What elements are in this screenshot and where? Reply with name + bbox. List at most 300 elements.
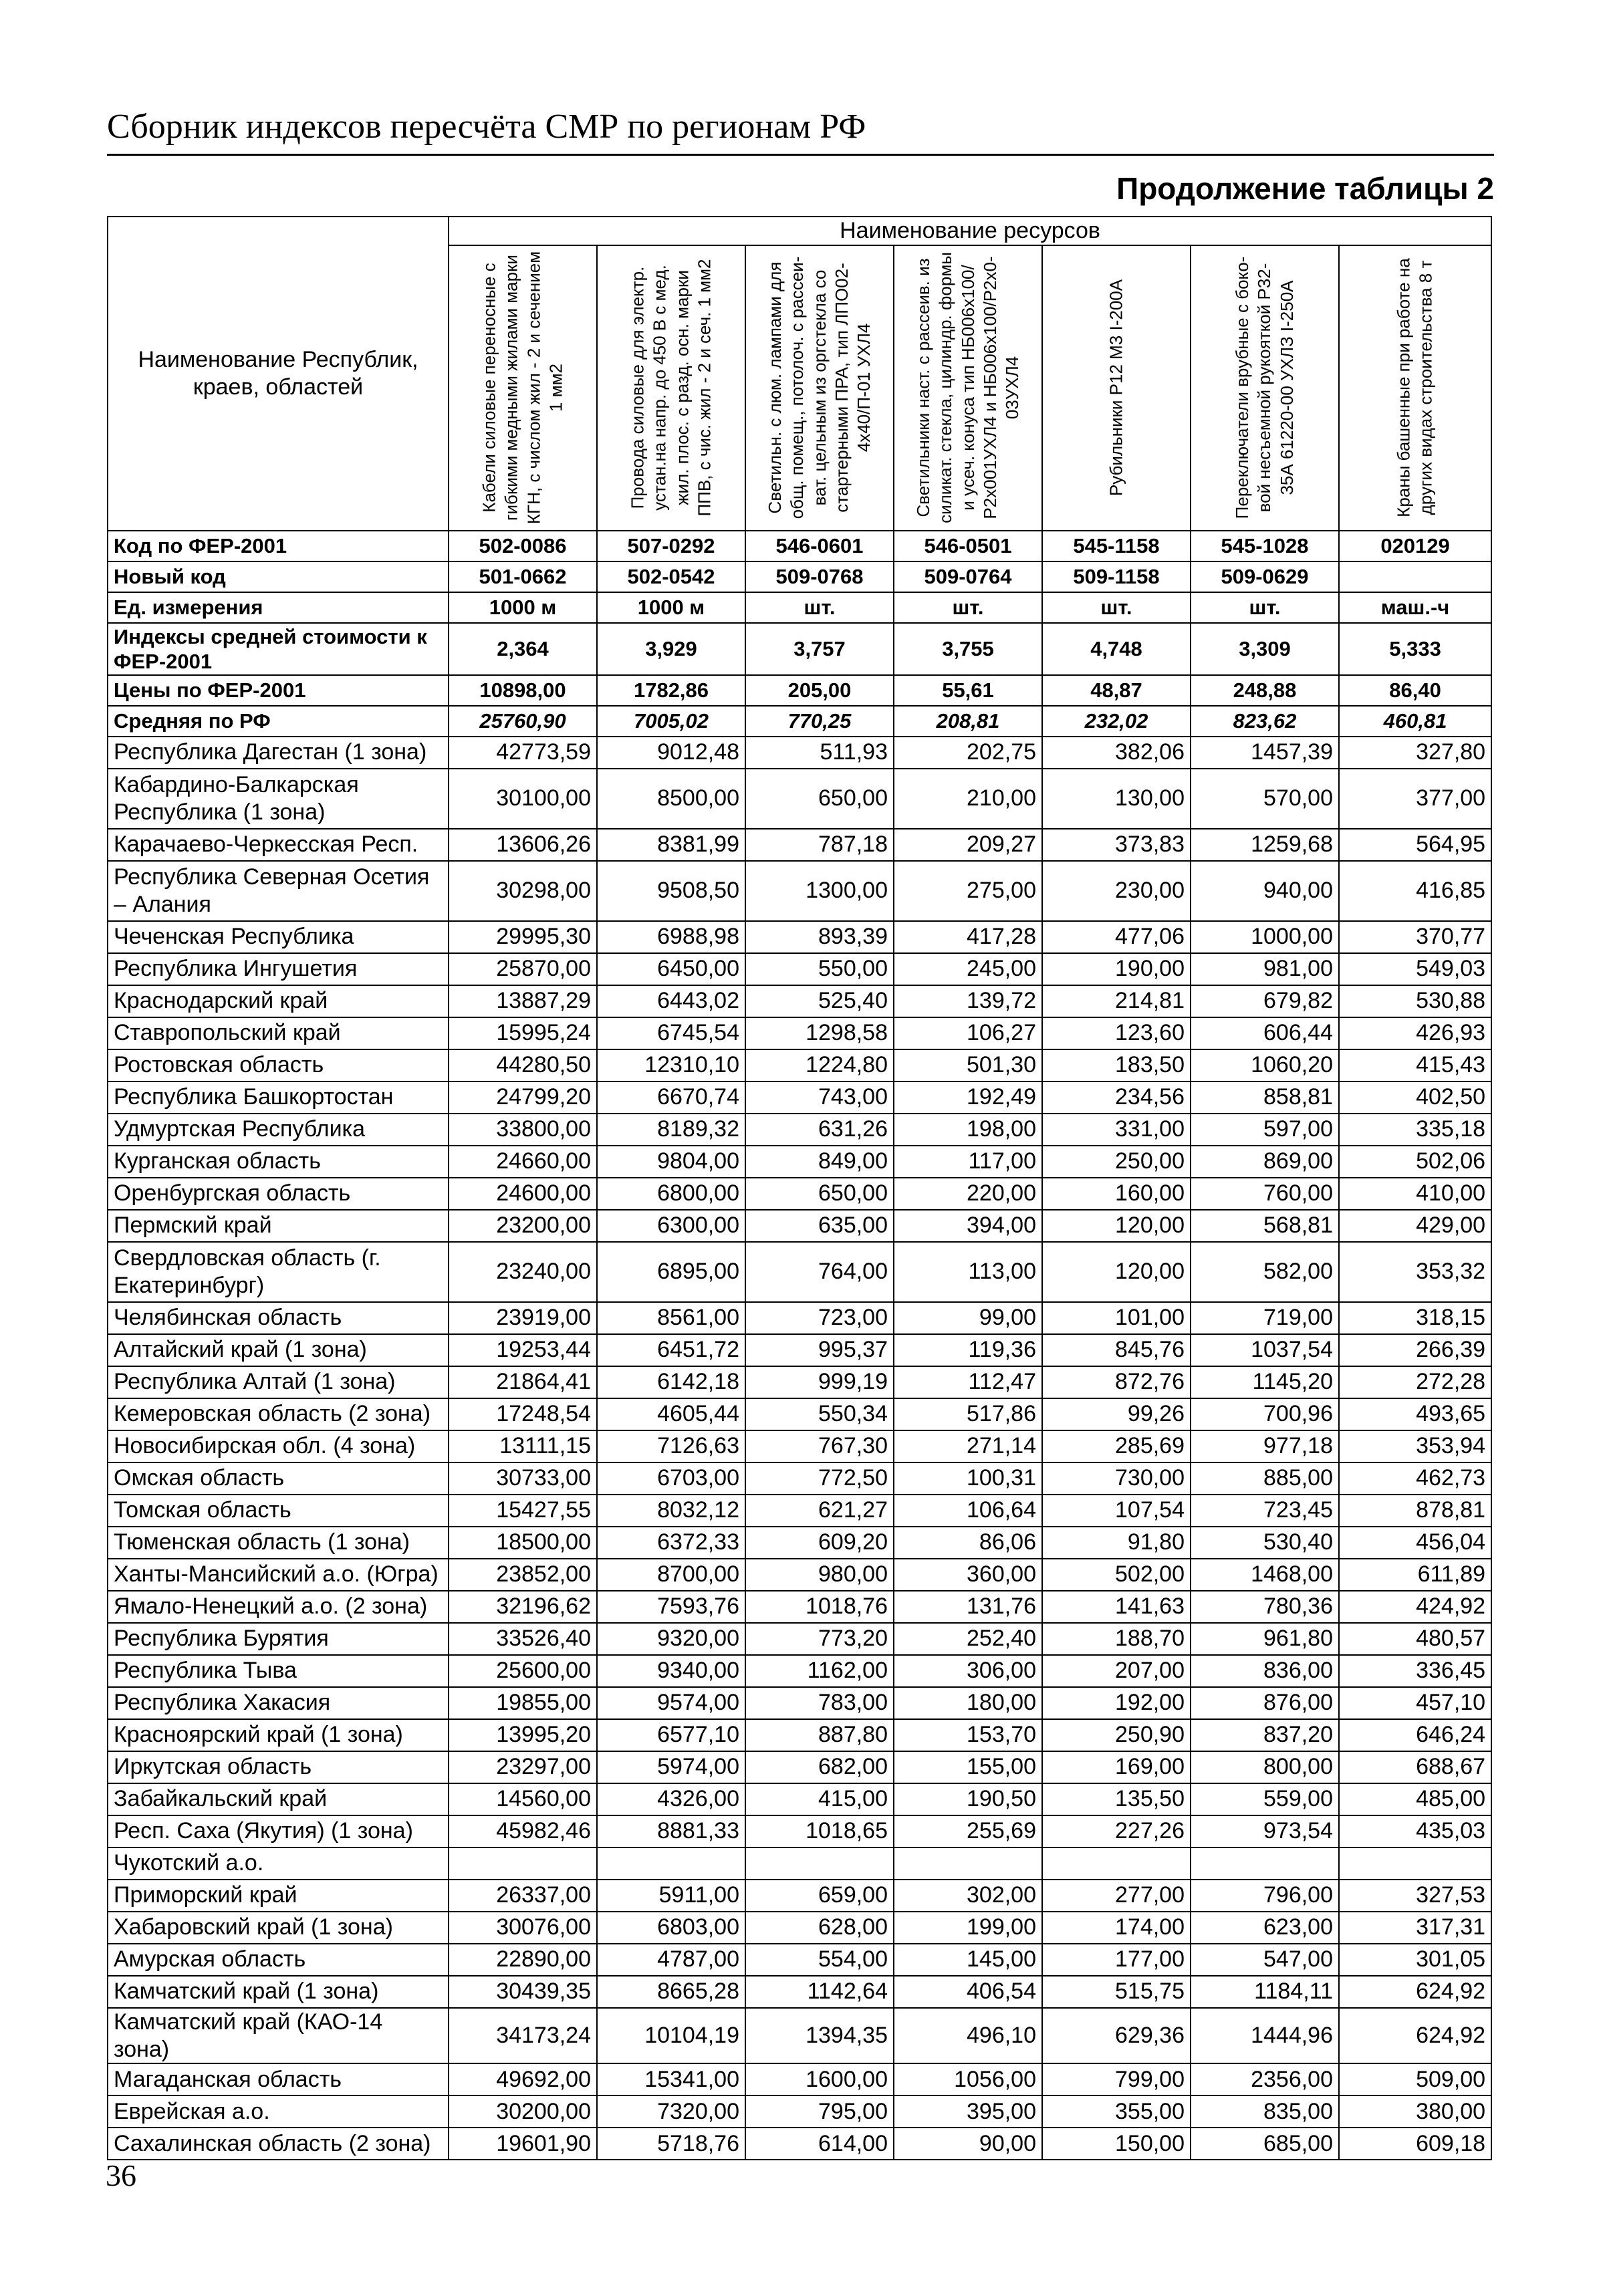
price-cell: 723,45	[1191, 1495, 1339, 1527]
resource-column-label: Провода силовые для электр. устан.на напр. до 450 В с мед. жил. плос. с разд. осн. марки ППВ, с чис. жил - 2 и сеч. 1 мм2	[627, 259, 715, 517]
table-row	[108, 1334, 1491, 1366]
meta-value: 546-0501	[894, 531, 1042, 561]
region-name: Кемеровская область (2 зона)	[108, 1398, 449, 1430]
meta-value: 2,364	[449, 623, 597, 675]
price-cell: 501,30	[894, 1049, 1042, 1081]
price-cell: 42773,59	[449, 737, 597, 769]
meta-value: 509-0764	[894, 561, 1042, 592]
price-cell: 6988,98	[597, 921, 745, 953]
price-cell: 192,00	[1042, 1687, 1191, 1719]
resource-column-label: Светильники наст. с рассеив. из силикат. стекла, цилиндр. формы и усеч. конуса тип НБ006х100/Р2х001УХЛ4 и НБ006х100/Р2х0-03УХЛ4	[912, 252, 1022, 524]
region-name: Магаданская область	[108, 2063, 449, 2095]
price-cell: 24660,00	[449, 1146, 597, 1178]
price-cell: 99,00	[894, 1302, 1042, 1334]
price-cell: 629,36	[1042, 2008, 1191, 2064]
price-cell: 353,32	[1339, 1242, 1491, 1302]
price-cell: 1145,20	[1191, 1366, 1339, 1398]
table-row	[108, 1591, 1491, 1623]
price-cell: 9340,00	[597, 1655, 745, 1687]
price-cell: 760,00	[1191, 1178, 1339, 1210]
price-cell: 1037,54	[1191, 1334, 1339, 1366]
table-row	[108, 1210, 1491, 1242]
resource-column-label: Переключатели врубные с боко-вой несъемной рукояткой Р32-35А 61220-00 УХЛЗ I-250А	[1232, 256, 1297, 519]
price-cell: 679,82	[1191, 985, 1339, 1017]
price-cell: 355,00	[1042, 2095, 1191, 2128]
price-cell: 45982,46	[449, 1815, 597, 1847]
resource-group-header: Наименование ресурсов	[449, 217, 1491, 245]
meta-value: 1000 м	[449, 592, 597, 623]
meta-value: 55,61	[894, 675, 1042, 706]
table-row	[108, 737, 1491, 769]
price-cell: 34173,24	[449, 2008, 597, 2064]
price-cell: 1457,39	[1191, 737, 1339, 769]
price-cell: 835,00	[1191, 2095, 1339, 2128]
price-cell: 183,50	[1042, 1049, 1191, 1081]
table-row	[108, 2095, 1491, 2128]
table-row	[108, 1783, 1491, 1815]
price-cell: 6443,02	[597, 985, 745, 1017]
fer-price-row	[108, 675, 1491, 706]
meta-value: 509-0768	[745, 561, 894, 592]
price-cell: 117,00	[894, 1146, 1042, 1178]
price-cell: 12310,10	[597, 1049, 745, 1081]
price-cell: 15341,00	[597, 2063, 745, 2095]
meta-value: 545-1158	[1042, 531, 1191, 561]
price-cell: 6300,00	[597, 1210, 745, 1242]
price-cell: 723,00	[745, 1302, 894, 1334]
price-cell: 234,56	[1042, 1081, 1191, 1114]
price-cell: 24600,00	[449, 1178, 597, 1210]
price-cell: 380,00	[1339, 2095, 1491, 2128]
region-rows	[108, 737, 1491, 2160]
price-cell: 582,00	[1191, 1242, 1339, 1302]
region-name: Ханты-Мансийский а.о. (Югра)	[108, 1559, 449, 1591]
price-cell: 424,92	[1339, 1591, 1491, 1623]
price-cell: 1056,00	[894, 2063, 1042, 2095]
price-cell: 995,37	[745, 1334, 894, 1366]
price-cell: 169,00	[1042, 1751, 1191, 1783]
price-cell: 327,80	[1339, 737, 1491, 769]
price-cell: 29995,30	[449, 921, 597, 953]
table-row	[108, 2008, 1491, 2064]
region-name: Ямало-Ненецкий а.о. (2 зона)	[108, 1591, 449, 1623]
table-row	[108, 953, 1491, 985]
price-cell: 682,00	[745, 1751, 894, 1783]
price-cell: 1000,00	[1191, 921, 1339, 953]
price-cell: 135,50	[1042, 1783, 1191, 1815]
price-cell: 377,00	[1339, 769, 1491, 829]
price-cell: 17248,54	[449, 1398, 597, 1430]
price-cell: 973,54	[1191, 1815, 1339, 1847]
price-cell: 609,20	[745, 1527, 894, 1559]
resource-column-label: Краны башенные при работе на других видах строительства 8 т	[1393, 258, 1437, 518]
meta-value: 208,81	[894, 706, 1042, 737]
price-cell: 25870,00	[449, 953, 597, 985]
price-cell: 456,04	[1339, 1527, 1491, 1559]
meta-value: 3,757	[745, 623, 894, 675]
region-name: Республика Хакасия	[108, 1687, 449, 1719]
price-cell: 743,00	[745, 1081, 894, 1114]
price-cell: 6745,54	[597, 1017, 745, 1049]
price-cell: 277,00	[1042, 1880, 1191, 1912]
price-cell: 685,00	[1191, 2128, 1339, 2160]
price-cell: 6895,00	[597, 1242, 745, 1302]
meta-value: 25760,90	[449, 706, 597, 737]
price-cell: 99,26	[1042, 1398, 1191, 1430]
region-name: Еврейская а.о.	[108, 2095, 449, 2128]
price-cell: 13995,20	[449, 1719, 597, 1751]
price-cell: 30076,00	[449, 1912, 597, 1944]
meta-value: 502-0086	[449, 531, 597, 561]
price-cell: 977,18	[1191, 1430, 1339, 1462]
price-cell: 8500,00	[597, 769, 745, 829]
price-cell: 1018,65	[745, 1815, 894, 1847]
price-cell: 650,00	[745, 769, 894, 829]
price-cell: 141,63	[1042, 1591, 1191, 1623]
table-row	[108, 1462, 1491, 1495]
region-name: Республика Северная Осетия – Алания	[108, 861, 449, 921]
meta-label: Средняя по РФ	[108, 706, 449, 737]
meta-value: 770,25	[745, 706, 894, 737]
table-row	[108, 1017, 1491, 1049]
price-cell	[1042, 1847, 1191, 1880]
price-cell: 410,00	[1339, 1178, 1491, 1210]
price-cell: 272,28	[1339, 1366, 1491, 1398]
price-cell: 893,39	[745, 921, 894, 953]
region-name: Иркутская область	[108, 1751, 449, 1783]
price-cell: 462,73	[1339, 1462, 1491, 1495]
price-cell: 6577,10	[597, 1719, 745, 1751]
price-cell: 635,00	[745, 1210, 894, 1242]
price-cell: 849,00	[745, 1146, 894, 1178]
table-continuation-label: Продолжение таблицы 2	[1116, 171, 1494, 206]
region-name: Камчатский край (1 зона)	[108, 1976, 449, 2008]
resource-column-header	[745, 245, 894, 531]
price-cell: 869,00	[1191, 1146, 1339, 1178]
region-name-header: Наименование Республик, краев, областей	[108, 217, 449, 531]
table-row	[108, 1242, 1491, 1302]
price-cell: 100,31	[894, 1462, 1042, 1495]
table-row	[108, 861, 1491, 921]
price-cell: 23240,00	[449, 1242, 597, 1302]
meta-value: 86,40	[1339, 675, 1491, 706]
price-cell: 202,75	[894, 737, 1042, 769]
unit-row	[108, 592, 1491, 623]
meta-value: 546-0601	[745, 531, 894, 561]
price-cell: 1394,35	[745, 2008, 894, 2064]
table-row	[108, 2128, 1491, 2160]
price-cell: 547,00	[1191, 1944, 1339, 1976]
price-cell: 872,76	[1042, 1366, 1191, 1398]
price-cell: 335,18	[1339, 1114, 1491, 1146]
price-cell: 767,30	[745, 1430, 894, 1462]
price-cell: 214,81	[1042, 985, 1191, 1017]
price-cell: 14560,00	[449, 1783, 597, 1815]
price-cell: 113,00	[894, 1242, 1042, 1302]
price-cell: 23297,00	[449, 1751, 597, 1783]
meta-value: 545-1028	[1191, 531, 1339, 561]
price-cell: 845,76	[1042, 1334, 1191, 1366]
price-cell: 496,10	[894, 2008, 1042, 2064]
resource-column-header	[894, 245, 1042, 531]
price-cell: 245,00	[894, 953, 1042, 985]
price-cell: 570,00	[1191, 769, 1339, 829]
meta-value: 232,02	[1042, 706, 1191, 737]
price-cell: 609,18	[1339, 2128, 1491, 2160]
table-row	[108, 1081, 1491, 1114]
price-cell: 131,76	[894, 1591, 1042, 1623]
price-cell: 646,24	[1339, 1719, 1491, 1751]
price-cell: 190,50	[894, 1783, 1042, 1815]
price-cell: 887,80	[745, 1719, 894, 1751]
price-cell: 33526,40	[449, 1623, 597, 1655]
price-cell: 25600,00	[449, 1655, 597, 1687]
price-index-table	[107, 216, 1492, 2160]
table-row	[108, 1912, 1491, 1944]
price-cell: 8665,28	[597, 1976, 745, 2008]
price-cell: 19253,44	[449, 1334, 597, 1366]
price-cell: 502,06	[1339, 1146, 1491, 1178]
region-name: Челябинская область	[108, 1302, 449, 1334]
price-cell: 370,77	[1339, 921, 1491, 953]
price-cell: 180,00	[894, 1687, 1042, 1719]
price-cell: 564,95	[1339, 829, 1491, 861]
price-cell: 6800,00	[597, 1178, 745, 1210]
price-cell: 318,15	[1339, 1302, 1491, 1334]
table-row	[108, 1049, 1491, 1081]
price-cell: 517,86	[894, 1398, 1042, 1430]
resource-column-label: Рубильники Р12 М3 I-200А	[1106, 279, 1126, 497]
meta-label: Новый код	[108, 561, 449, 592]
price-cell: 23919,00	[449, 1302, 597, 1334]
table-row	[108, 1430, 1491, 1462]
price-cell: 773,20	[745, 1623, 894, 1655]
price-cell: 19855,00	[449, 1687, 597, 1719]
table-row	[108, 769, 1491, 829]
price-cell: 550,34	[745, 1398, 894, 1430]
price-cell: 554,00	[745, 1944, 894, 1976]
price-cell: 530,40	[1191, 1527, 1339, 1559]
meta-value: 509-0629	[1191, 561, 1339, 592]
table-row	[108, 1178, 1491, 1210]
price-cell: 1298,58	[745, 1017, 894, 1049]
price-cell: 435,03	[1339, 1815, 1491, 1847]
price-cell: 107,54	[1042, 1495, 1191, 1527]
price-cell: 477,06	[1042, 921, 1191, 953]
table-row	[108, 1366, 1491, 1398]
price-cell: 8881,33	[597, 1815, 745, 1847]
region-name: Чеченская Республика	[108, 921, 449, 953]
price-cell: 120,00	[1042, 1210, 1191, 1242]
price-cell: 49692,00	[449, 2063, 597, 2095]
region-name: Омская область	[108, 1462, 449, 1495]
price-cell: 606,44	[1191, 1017, 1339, 1049]
price-cell: 285,69	[1042, 1430, 1191, 1462]
meta-value: 3,929	[597, 623, 745, 675]
price-cell: 4787,00	[597, 1944, 745, 1976]
price-cell: 719,00	[1191, 1302, 1339, 1334]
price-cell: 7593,76	[597, 1591, 745, 1623]
price-cell: 106,27	[894, 1017, 1042, 1049]
price-cell: 220,00	[894, 1178, 1042, 1210]
price-cell: 24799,20	[449, 1081, 597, 1114]
resource-column-header	[1042, 245, 1191, 531]
region-name: Камчатский край (КАО-14 зона)	[108, 2008, 449, 2064]
price-cell: 8032,12	[597, 1495, 745, 1527]
price-cell: 426,93	[1339, 1017, 1491, 1049]
price-cell: 9804,00	[597, 1146, 745, 1178]
price-cell: 327,53	[1339, 1880, 1491, 1912]
meta-value: 507-0292	[597, 531, 745, 561]
region-name: Республика Алтай (1 зона)	[108, 1366, 449, 1398]
price-cell: 139,72	[894, 985, 1042, 1017]
price-cell: 799,00	[1042, 2063, 1191, 2095]
price-cell	[597, 1847, 745, 1880]
price-cell: 336,45	[1339, 1655, 1491, 1687]
price-cell: 9508,50	[597, 861, 745, 921]
price-cell: 266,39	[1339, 1334, 1491, 1366]
price-cell: 796,00	[1191, 1880, 1339, 1912]
price-cell: 800,00	[1191, 1751, 1339, 1783]
price-cell: 130,00	[1042, 769, 1191, 829]
table-row	[108, 1114, 1491, 1146]
price-cell: 373,83	[1042, 829, 1191, 861]
meta-value: 1000 м	[597, 592, 745, 623]
price-cell: 1600,00	[745, 2063, 894, 2095]
meta-value: 020129	[1339, 531, 1491, 561]
price-cell: 1259,68	[1191, 829, 1339, 861]
resource-column-header	[1191, 245, 1339, 531]
price-cell: 1184,11	[1191, 1976, 1339, 2008]
price-cell: 306,00	[894, 1655, 1042, 1687]
price-cell: 23852,00	[449, 1559, 597, 1591]
region-name: Красноярский край (1 зона)	[108, 1719, 449, 1751]
meta-value: 4,748	[1042, 623, 1191, 675]
price-cell: 271,14	[894, 1430, 1042, 1462]
price-cell: 275,00	[894, 861, 1042, 921]
price-cell: 772,50	[745, 1462, 894, 1495]
meta-value: 48,87	[1042, 675, 1191, 706]
price-cell: 353,94	[1339, 1430, 1491, 1462]
price-cell	[449, 1847, 597, 1880]
price-cell: 837,20	[1191, 1719, 1339, 1751]
meta-rows	[108, 531, 1491, 737]
meta-value: 502-0542	[597, 561, 745, 592]
price-cell: 9320,00	[597, 1623, 745, 1655]
page-number: 36	[106, 2158, 136, 2192]
price-cell: 9012,48	[597, 737, 745, 769]
table-row	[108, 1623, 1491, 1655]
meta-value: шт.	[1191, 592, 1339, 623]
price-cell: 9574,00	[597, 1687, 745, 1719]
price-cell	[745, 1847, 894, 1880]
price-cell: 302,00	[894, 1880, 1042, 1912]
price-cell: 153,70	[894, 1719, 1042, 1751]
resource-column-header	[597, 245, 745, 531]
table-row	[108, 1815, 1491, 1847]
region-name: Новосибирская обл. (4 зона)	[108, 1430, 449, 1462]
price-cell: 331,00	[1042, 1114, 1191, 1146]
price-cell: 8189,32	[597, 1114, 745, 1146]
price-cell: 7320,00	[597, 2095, 745, 2128]
price-cell: 525,40	[745, 985, 894, 1017]
price-cell: 530,88	[1339, 985, 1491, 1017]
region-name: Забайкальский край	[108, 1783, 449, 1815]
price-cell: 509,00	[1339, 2063, 1491, 2095]
price-cell: 631,26	[745, 1114, 894, 1146]
table-row	[108, 1146, 1491, 1178]
price-cell: 515,75	[1042, 1976, 1191, 2008]
price-cell: 1224,80	[745, 1049, 894, 1081]
region-name: Свердловская область (г. Екатеринбург)	[108, 1242, 449, 1302]
price-cell: 6142,18	[597, 1366, 745, 1398]
price-cell: 15995,24	[449, 1017, 597, 1049]
meta-value: 460,81	[1339, 706, 1491, 737]
price-cell: 780,36	[1191, 1591, 1339, 1623]
price-cell: 188,70	[1042, 1623, 1191, 1655]
meta-value: 1782,86	[597, 675, 745, 706]
price-cell: 8700,00	[597, 1559, 745, 1591]
price-cell: 192,49	[894, 1081, 1042, 1114]
price-cell: 6451,72	[597, 1334, 745, 1366]
running-header: Сборник индексов пересчёта СМР по регионам РФ	[107, 108, 866, 146]
price-cell: 210,00	[894, 769, 1042, 829]
region-name: Алтайский край (1 зона)	[108, 1334, 449, 1366]
price-cell: 624,92	[1339, 1976, 1491, 2008]
price-cell: 13606,26	[449, 829, 597, 861]
table-row	[108, 1527, 1491, 1559]
table-row	[108, 985, 1491, 1017]
price-cell: 301,05	[1339, 1944, 1491, 1976]
price-cell: 23200,00	[449, 1210, 597, 1242]
price-cell: 1300,00	[745, 861, 894, 921]
price-cell: 190,00	[1042, 953, 1191, 985]
price-cell: 480,57	[1339, 1623, 1491, 1655]
price-cell: 621,27	[745, 1495, 894, 1527]
table-row	[108, 1655, 1491, 1687]
new-code-row	[108, 561, 1491, 592]
price-cell: 30733,00	[449, 1462, 597, 1495]
price-cell: 44280,50	[449, 1049, 597, 1081]
price-cell: 4605,44	[597, 1398, 745, 1430]
region-name: Тюменская область (1 зона)	[108, 1527, 449, 1559]
price-cell: 485,00	[1339, 1783, 1491, 1815]
fer-code-row	[108, 531, 1491, 561]
price-cell: 8561,00	[597, 1302, 745, 1334]
region-name: Пермский край	[108, 1210, 449, 1242]
resource-column-label: Кабели силовые переносные с гибкими медными жилами марки КГН, с числом жил - 2 и сечением 1 мм2	[479, 251, 566, 525]
meta-value: шт.	[745, 592, 894, 623]
price-cell: 1060,20	[1191, 1049, 1339, 1081]
price-cell: 1468,00	[1191, 1559, 1339, 1591]
price-cell: 177,00	[1042, 1944, 1191, 1976]
price-cell: 207,00	[1042, 1655, 1191, 1687]
region-name: Карачаево-Черкесская Респ.	[108, 829, 449, 861]
region-name: Республика Ингушетия	[108, 953, 449, 985]
price-cell: 209,27	[894, 829, 1042, 861]
price-cell: 795,00	[745, 2095, 894, 2128]
table-row	[108, 1495, 1491, 1527]
region-name: Респ. Саха (Якутия) (1 зона)	[108, 1815, 449, 1847]
meta-label: Код по ФЕР-2001	[108, 531, 449, 561]
price-cell: 13887,29	[449, 985, 597, 1017]
price-cell: 429,00	[1339, 1210, 1491, 1242]
price-cell: 18500,00	[449, 1527, 597, 1559]
region-name: Кабардино-Балкарская Республика (1 зона)	[108, 769, 449, 829]
meta-value: 248,88	[1191, 675, 1339, 706]
region-name: Республика Башкортостан	[108, 1081, 449, 1114]
price-cell: 252,40	[894, 1623, 1042, 1655]
